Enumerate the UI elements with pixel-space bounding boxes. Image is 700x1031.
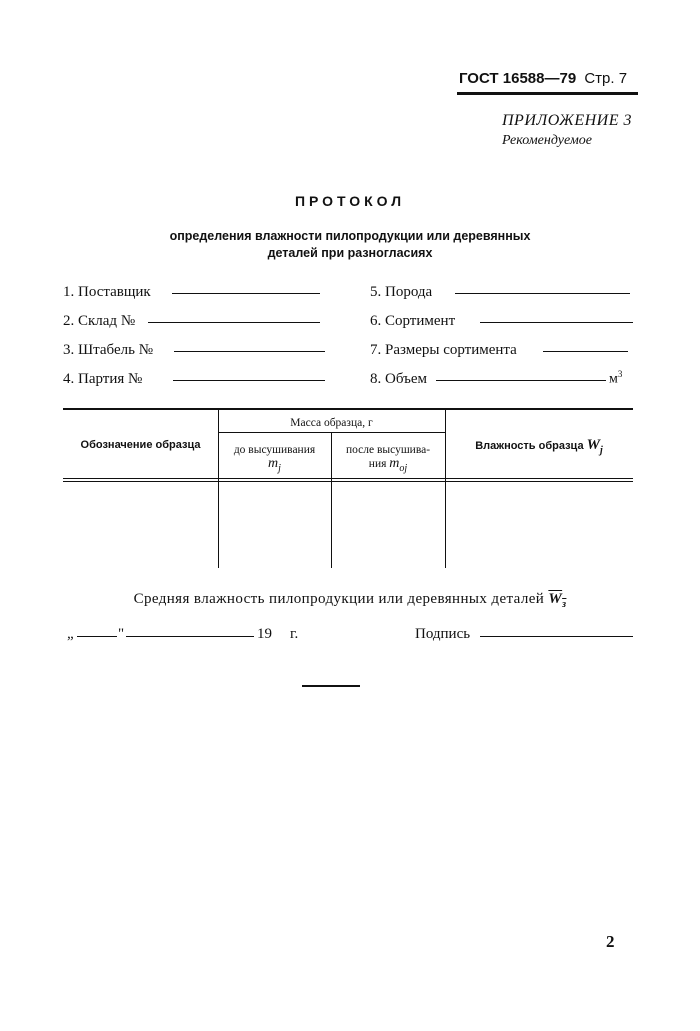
quote-close: " [118,626,125,642]
header-rule [457,92,638,95]
header-bottom-rule-2 [63,481,633,482]
protocol-title: ПРОТОКОЛ [294,193,406,209]
field-warehouse-label: 2. Склад № [63,313,136,329]
average-symbol: $W_з$ [548,591,567,610]
field-stack-line[interactable] [174,351,325,352]
field-batch-line[interactable] [173,380,325,381]
average-moisture-line: Средняя влажность пилопродукции или деревянных деталей $W_з$ [133,591,567,610]
volume-unit: $м^3$ [609,369,623,387]
field-supplier-line[interactable] [172,293,320,294]
signature-label: Подпись [415,626,471,642]
field-dimensions-line[interactable] [543,351,628,352]
field-species-line[interactable] [455,293,630,294]
table-vline-3 [445,410,446,568]
field-dimensions-label: 7. Размеры сортимента [370,342,517,358]
field-assortment-label: 6. Сортимент [370,313,456,329]
table-top-rule [63,408,633,410]
year-suffix: г. [290,626,299,642]
field-species-label: 5. Порода [370,284,433,300]
col-after-drying: после высушива- ния $m_{oj}$ [345,444,431,474]
field-supplier-label: 1. Поставщик [63,284,151,300]
date-month-line[interactable] [126,636,254,637]
field-warehouse-line[interactable] [148,322,320,323]
field-stack-label: 3. Штабель № [63,342,154,358]
subtitle-line-2: деталей при разногласиях [267,246,433,260]
col-mass-group: Масса образца, г [290,417,373,429]
subtitle-line-1: определения влажности пилопродукции или деревянных [169,229,531,243]
field-volume-line[interactable] [436,380,606,381]
year-prefix: 19 [257,626,272,642]
protocol-subtitle [0,228,700,262]
table-vline-1 [218,410,219,568]
header-bottom-rule-1 [63,478,633,479]
quote-open: „ [67,626,74,642]
standard-code: ГОСТ 16588—79 [459,70,577,87]
field-assortment-line[interactable] [480,322,633,323]
col-before-drying: до высушивания $m_j$ [233,444,316,474]
appendix-title: ПРИЛОЖЕНИЕ 3 [502,112,632,129]
page-number: 2 [606,932,615,951]
appendix-status: Рекомендуемое [502,133,592,148]
col-moisture: Влажность образца $W_j$ [475,437,603,456]
document-header [459,70,627,87]
field-volume-label: 8. Объем [370,371,427,387]
end-rule [302,685,360,687]
field-batch-label: 4. Партия № [63,371,143,387]
col-designation: Обозначение образца [80,439,201,451]
date-day-line[interactable] [77,636,117,637]
page-label: Стр. 7 [584,70,628,87]
signature-line[interactable] [480,636,633,637]
